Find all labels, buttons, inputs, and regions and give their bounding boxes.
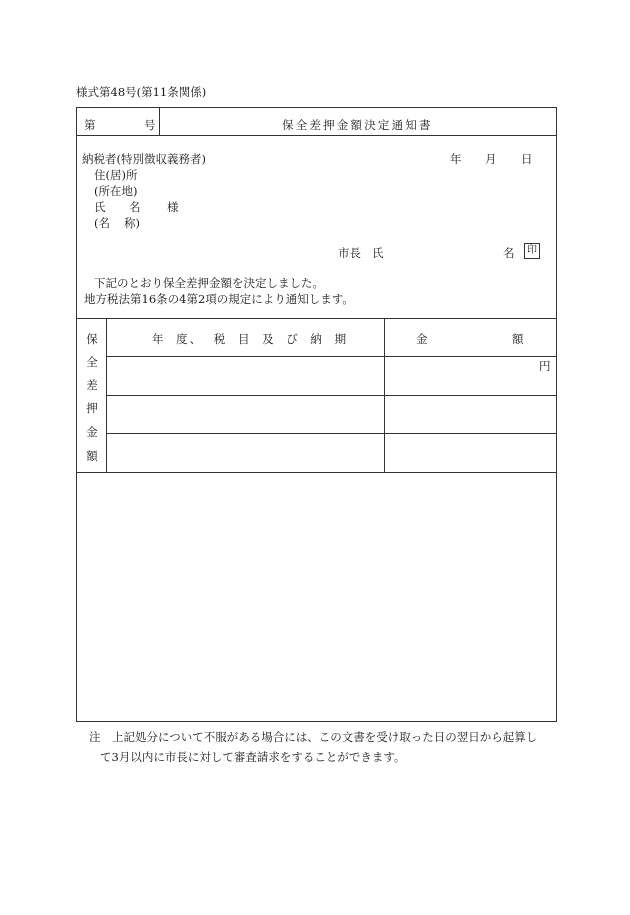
document-title: 保全差押金額決定通知書 — [282, 118, 433, 132]
table-side-label-char: 押 — [86, 401, 98, 415]
name-label-second: 名 — [129, 200, 141, 214]
table-side-label-char: 差 — [86, 378, 98, 392]
form-code: 様式第48号(第11条関係) — [76, 85, 207, 99]
table-side-label-char: 全 — [86, 355, 98, 369]
table-row-rule — [106, 395, 556, 396]
document-number-label: 第 — [84, 118, 96, 132]
document-number-suffix: 号 — [144, 118, 156, 132]
date-year: 年 — [450, 152, 462, 166]
note-line-1: 注 上記処分について不服がある場合には、この文書を受け取った日の翌日から起算し — [89, 730, 538, 744]
table-row-rule — [106, 433, 556, 434]
table-side-label-char: 金 — [86, 425, 98, 439]
table-header-amount-second: 額 — [512, 332, 524, 346]
table-header-period: 年 度、 税 目 及 び 納 期 — [152, 332, 349, 346]
location-label: (所在地) — [94, 184, 138, 198]
title-label-second: 称) — [124, 216, 140, 230]
name-label-first: 氏 — [94, 200, 106, 214]
mayor-honorific: 氏 — [372, 246, 384, 260]
date-day: 日 — [521, 152, 533, 166]
table-top-rule — [76, 318, 556, 319]
taxpayer-label: 納税者(特別徴収義務者) — [82, 152, 206, 166]
table-header-amount-first: 金 — [416, 332, 428, 346]
date-month: 月 — [485, 152, 497, 166]
table-side-label-char: 額 — [86, 449, 98, 463]
body-text-line-2: 地方税法第16条の4第2項の規定により通知します。 — [84, 292, 354, 306]
header-divider — [159, 107, 160, 135]
name-honorific: 様 — [167, 200, 179, 214]
body-text-line-1: 下記のとおり保全差押金額を決定しました。 — [94, 276, 324, 290]
title-label-first: (名 — [94, 216, 110, 230]
signature-name-label: 名 — [503, 246, 515, 260]
mayor-label: 市長 — [338, 246, 361, 260]
table-row-rule — [106, 356, 556, 357]
currency-unit: 円 — [539, 359, 551, 373]
seal-mark: 印 — [524, 243, 540, 259]
note-line-2: て3月以内に市長に対して審査請求をすることができます。 — [100, 750, 406, 764]
header-rule — [76, 135, 556, 136]
address-label: 住(居)所 — [94, 168, 138, 182]
form-frame — [76, 107, 557, 722]
table-side-label-char: 保 — [86, 332, 98, 346]
table-bottom-rule — [76, 472, 556, 473]
